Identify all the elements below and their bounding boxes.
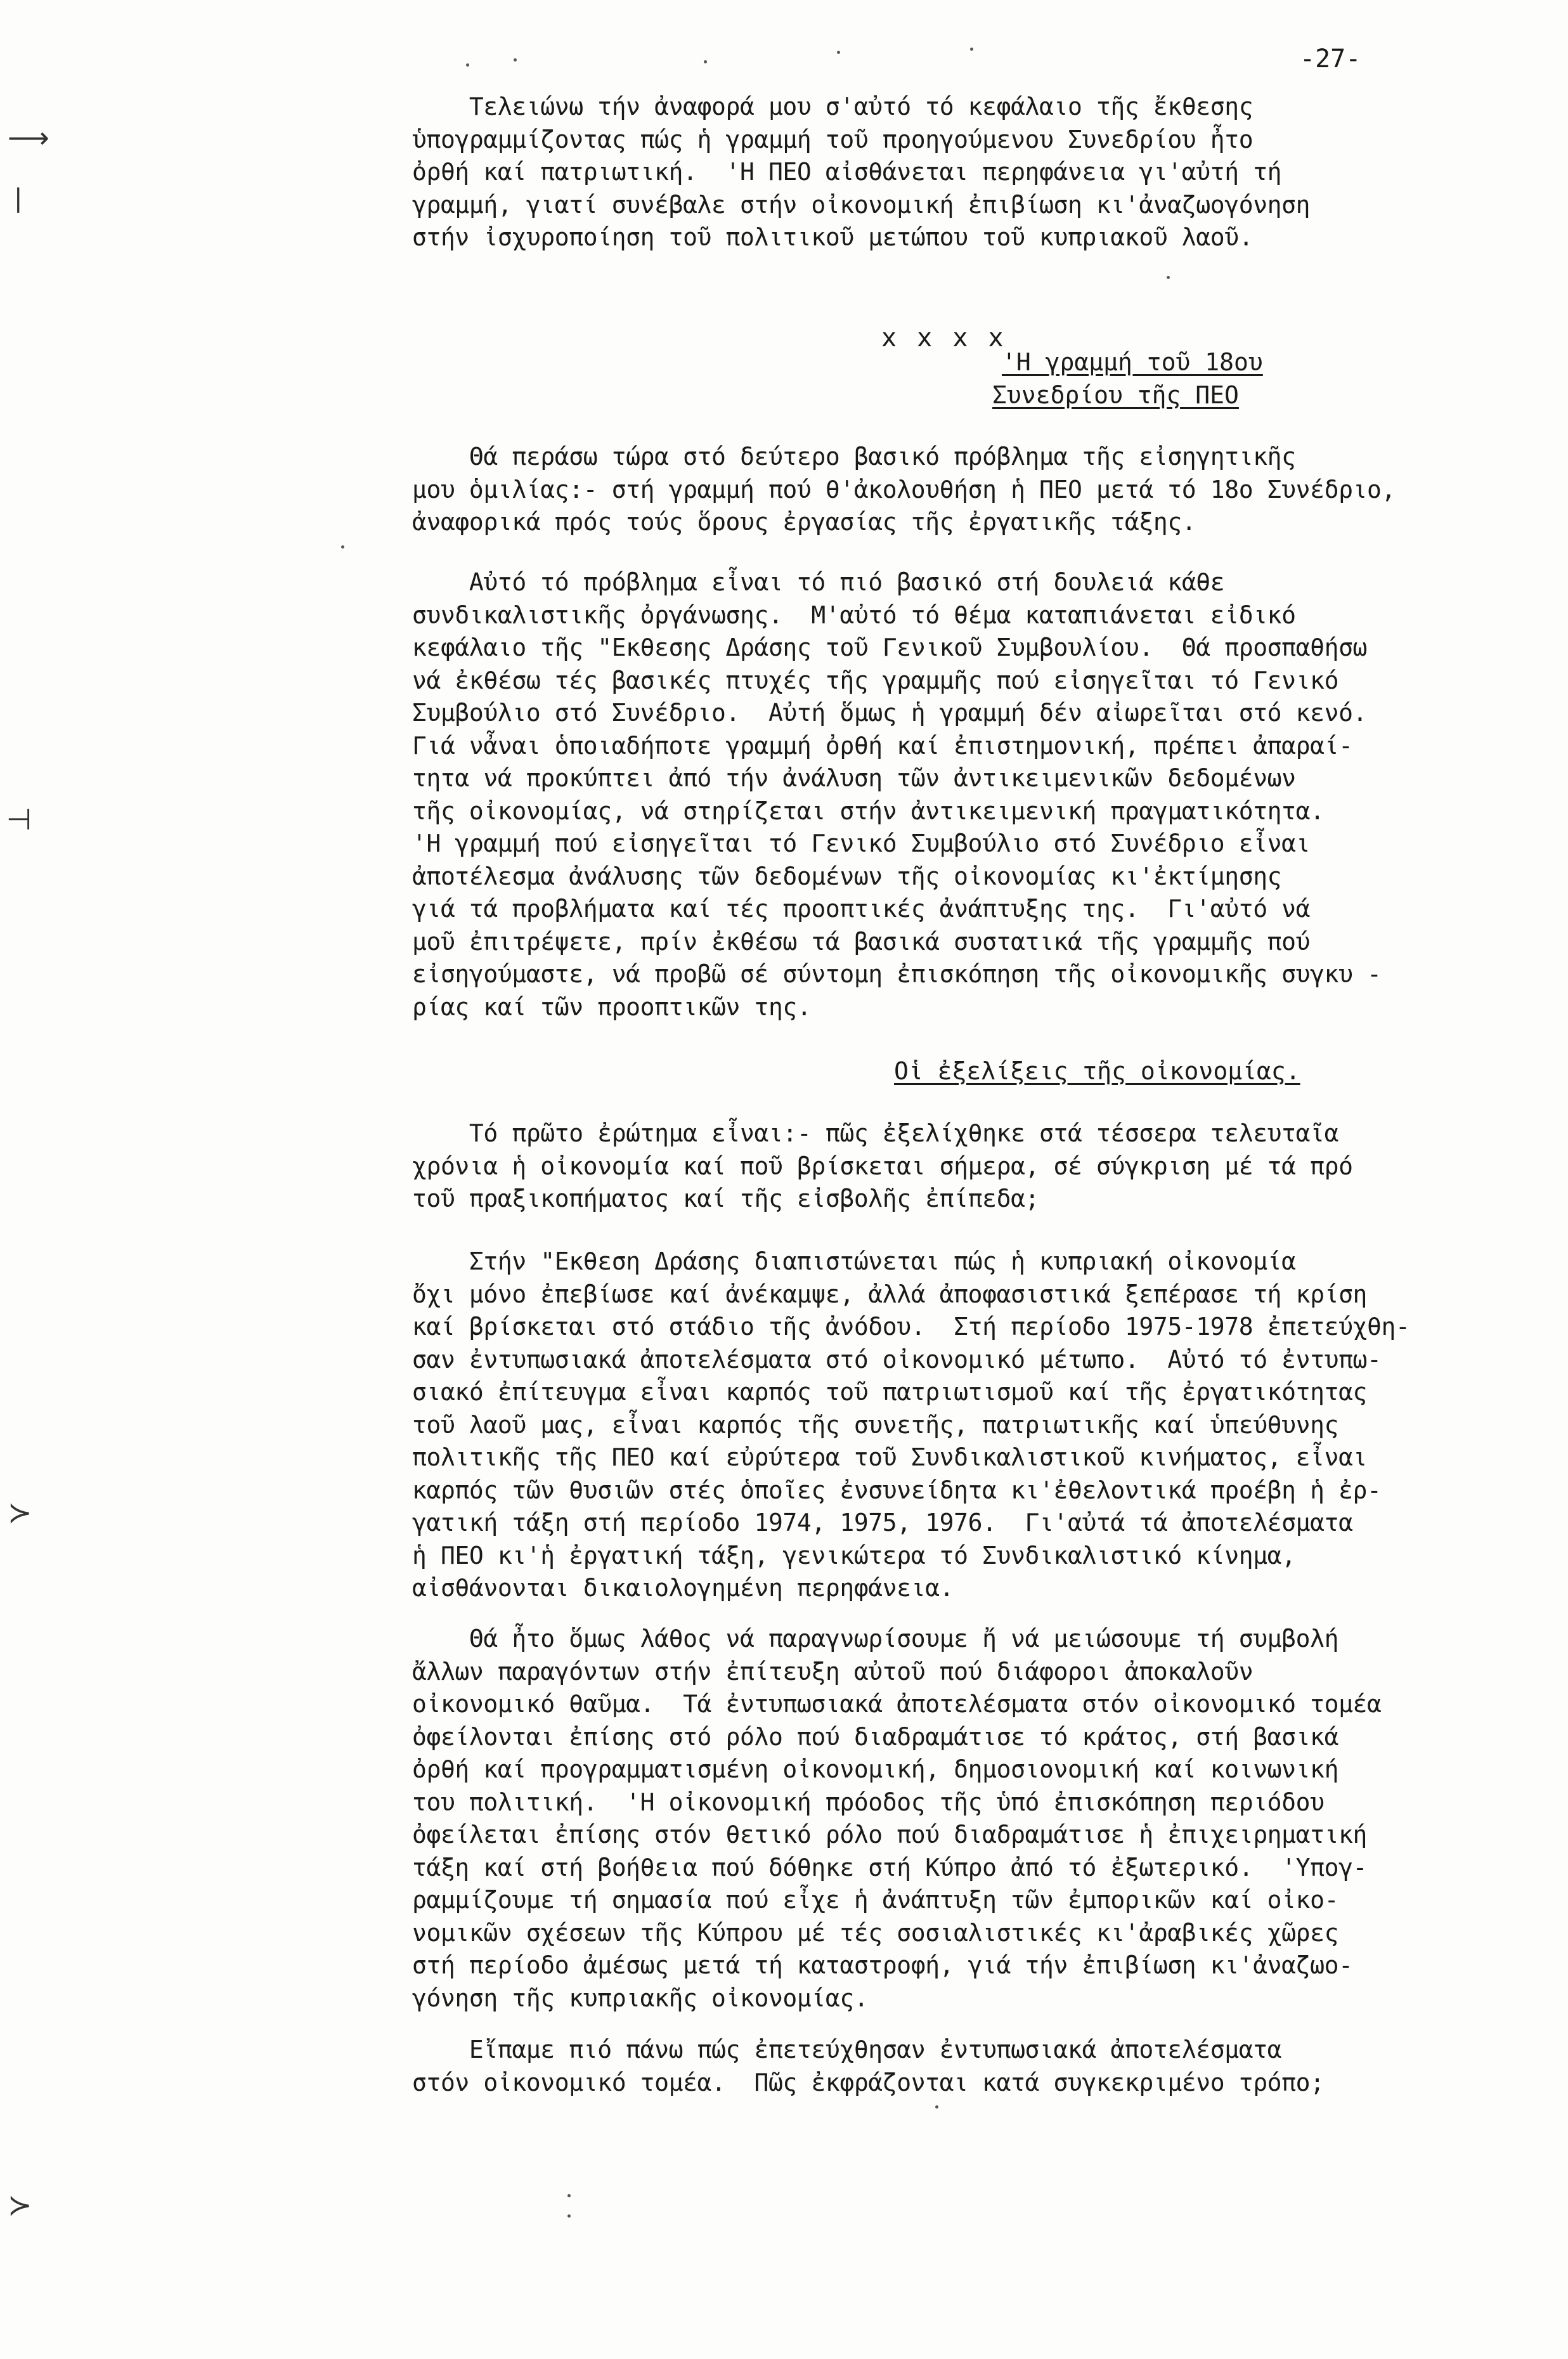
margin-mark-icon: ≻	[8, 2188, 32, 2222]
margin-mark-icon: ⟶	[8, 120, 49, 155]
scan-speck	[935, 2105, 938, 2109]
paragraph-action-report: Στήν "Εκθεση Δράσης διαπιστώνεται πώς ἡ κυπριακή οἰκονομία ὄχι μόνο ἐπεβίωσε καί ἀνέκαμψε, ἀλλά ἀποφασιστικά ξεπέρασε τή κρίση καί βρίσκεται στό στάδιο τῆς ἀνόδου. Στή περίοδο 1975-1978 ἐπετεύχθη- σαν ἐντυπωσιακά ἀποτελέσματα στό οἰκονομικό μέτωπο. Αὐτό τό ἐντυπω- σιακό ἐπίτευγμα εἶναι καρπός τοῦ πατριωτισμοῦ καί τῆς ἐργατικότητας τοῦ λαοῦ μας, εἶναι καρπός τῆς συνετῆς, πατριωτικῆς καί ὑπεύθυνης πολιτικῆς τῆς ΠΕΟ καί εὐρύτερα τοῦ Συνδικαλιστικοῦ κινήματος, εἶναι καρπός τῶν θυσιῶν στές ὁποῖες ἐνσυνείδητα κι'ἐθελοντικά προέβη ἡ ἐρ- γατική τάξη στή περίοδο 1974, 1975, 1976. Γι'αὐτά τά ἀποτελέσματα ἡ ΠΕΟ κι'ἡ ἐργατική τάξη, γενικώτερα τό Συνδικαλιστικό κίνημα, αἰσθάνονται δικαιολογημένη περηφάνεια.	[412, 1247, 1410, 1602]
scan-speck	[837, 51, 840, 54]
scan-speck	[970, 48, 973, 51]
page-number: -27-	[1300, 44, 1361, 74]
scan-speck	[567, 2194, 571, 2197]
paragraph-other-factors: Θά ἦτο ὅμως λάθος νά παραγνωρίσουμε ἤ νά μειώσουμε τή συμβολή ἄλλων παραγόντων στήν ἐπίτευξη αὐτοῦ πού διάφοροι ἀποκαλοῦν οἰκονομικό θαῦμα. Τά ἐντυπωσιακά ἀποτελέσματα στόν οἰκονομικό τομέα ὀφείλονται ἐπίσης στό ρόλο πού διαδραμάτισε τό κράτος, στή βασικά ὀρθή καί προγραμματισμένη οἰκονομική, δημοσιονομική καί κοινωνική του πολιτική. 'Η οἰκονομική πρόοδος τῆς ὑπό ἐπισκόπηση περιόδου ὀφείλεται ἐπίσης στόν θετικό ρόλο πού διαδραμάτισε ἡ ἐπιχειρηματική τάξη καί στή βοήθεια πού δόθηκε στή Κύπρο ἀπό τό ἐξωτερικό. 'Υπογ- ραμμίζουμε τή σημασία πού εἶχε ἡ ἀνάπτυξη τῶν ἐμπορικῶν καί οἰκο- νομικῶν σχέσεων τῆς Κύπρου μέ τές σοσιαλιστικές κι'ἀραβικές χῶρες στή περίοδο ἀμέσως μετά τή καταστροφή, γιά τήν ἐπιβίωση κι'ἀναζωο- γόνηση τῆς κυπριακῆς οἰκονομίας.	[412, 1625, 1382, 2012]
margin-mark-icon: ⊣	[6, 802, 32, 836]
scan-speck	[514, 58, 517, 62]
scan-speck	[466, 63, 469, 67]
heading-line-2: Συνεδρίου τῆς ΠΕΟ	[992, 381, 1239, 409]
heading-line-1: 'Η γραμμή τοῦ 18ου	[1002, 348, 1263, 376]
scan-speck	[1167, 276, 1170, 279]
paragraph-conclusion: Τελειώνω τήν ἀναφορά μου σ'αὐτό τό κεφάλαιο τῆς ἔκθεσης ὑπογραμμίζοντας πώς ἡ γραμμή τοῦ προηγούμενου Συνεδρίου ἦτο ὀρθή καί πατριωτική. 'Η ΠΕΟ αἰσθάνεται περηφάνεια γι'αὐτή τή γραμμή, γιατί συνέβαλε στήν οἰκονομική ἐπιβίωση κι'ἀναζωογόνηση στήν ἰσχυροποίηση τοῦ πολιτικοῦ μετώπου τοῦ κυπριακοῦ λαοῦ.	[412, 93, 1311, 251]
section-separator: x x x x	[881, 323, 1006, 353]
scan-speck	[704, 60, 707, 63]
margin-mark-icon: ≻	[8, 1495, 32, 1530]
margin-tick-icon: |	[14, 184, 23, 213]
section-title: Οἱ ἐξελίξεις τῆς οἰκονομίας.	[894, 1057, 1300, 1085]
paragraph-second-problem: Θά περάσω τώρα στό δεύτερο βασικό πρόβλημα τῆς εἰσηγητικῆς μου ὁμιλίας:- στή γραμμή πού θ'ἀκολουθήση ἡ ΠΕΟ μετά τό 18ο Συνέδριο, ἀναφορικά πρός τούς ὅρους ἐργασίας τῆς ἐργατικῆς τάξης.	[412, 443, 1396, 536]
paragraph-results: Εἴπαμε πιό πάνω πώς ἐπετεύχθησαν ἐντυπωσιακά ἀποτελέσματα στόν οἰκονομικό τομέα. Πῶς ἐκφράζονται κατά συγκεκριμένο τρόπο;	[412, 2036, 1325, 2096]
paragraph-first-question: Τό πρῶτο ἐρώτημα εἶναι:- πῶς ἐξελίχθηκε στά τέσσερα τελευταῖα χρόνια ἡ οἰκονομία καί ποῦ βρίσκεται σήμερα, σέ σύγκριση μέ τά πρό τοῦ πραξικοπήματος καί τῆς εἰσβολῆς ἐπίπεδα;	[412, 1119, 1353, 1212]
paragraph-basic-problem: Αὐτό τό πρόβλημα εἶναι τό πιό βασικό στή δουλειά κάθε συνδικαλιστικῆς ὀργάνωσης. Μ'αὐτό τό θέμα καταπιάνεται εἰδικό κεφάλαιο τῆς "Εκθεσης Δράσης τοῦ Γενικοῦ Συμβουλίου. Θά προσπαθήσω νά ἐκθέσω τές βασικές πτυχές τῆς γραμμῆς πού εἰσηγεῖται τό Γενικό Συμβούλιο στό Συνέδριο. Αὐτή ὅμως ἡ γραμμή δέν αἰωρεῖται στό κενό. Γιά νἆναι ὁποιαδήποτε γραμμή ὀρθή καί ἐπιστημονική, πρέπει ἀπαραί- τητα νά προκύπτει ἀπό τήν ἀνάλυση τῶν ἀντικειμενικῶν δεδομένων τῆς οἰκονομίας, νά στηρίζεται στήν ἀντικειμενική πραγματικότητα. 'Η γραμμή πού εἰσηγεῖται τό Γενικό Συμβούλιο στό Συνέδριο εἶναι ἀποτέλεσμα ἀνάλυσης τῶν δεδομένων τῆς οἰκονομίας κι'ἐκτίμησης γιά τά προβλήματα καί τές προοπτικές ἀνάπτυξης της. Γι'αὐτό νά μοῦ ἐπιτρέψετε, πρίν ἐκθέσω τά βασικά συστατικά τῆς γραμμῆς πού εἰσηγούμαστε, νά προβῶ σέ σύντομη ἐπισκόπηση τῆς οἰκονομικῆς συγκυ - ρίας καί τῶν προοπτικῶν της.	[412, 568, 1382, 1021]
scan-speck	[341, 545, 344, 549]
scan-speck	[567, 2214, 571, 2218]
